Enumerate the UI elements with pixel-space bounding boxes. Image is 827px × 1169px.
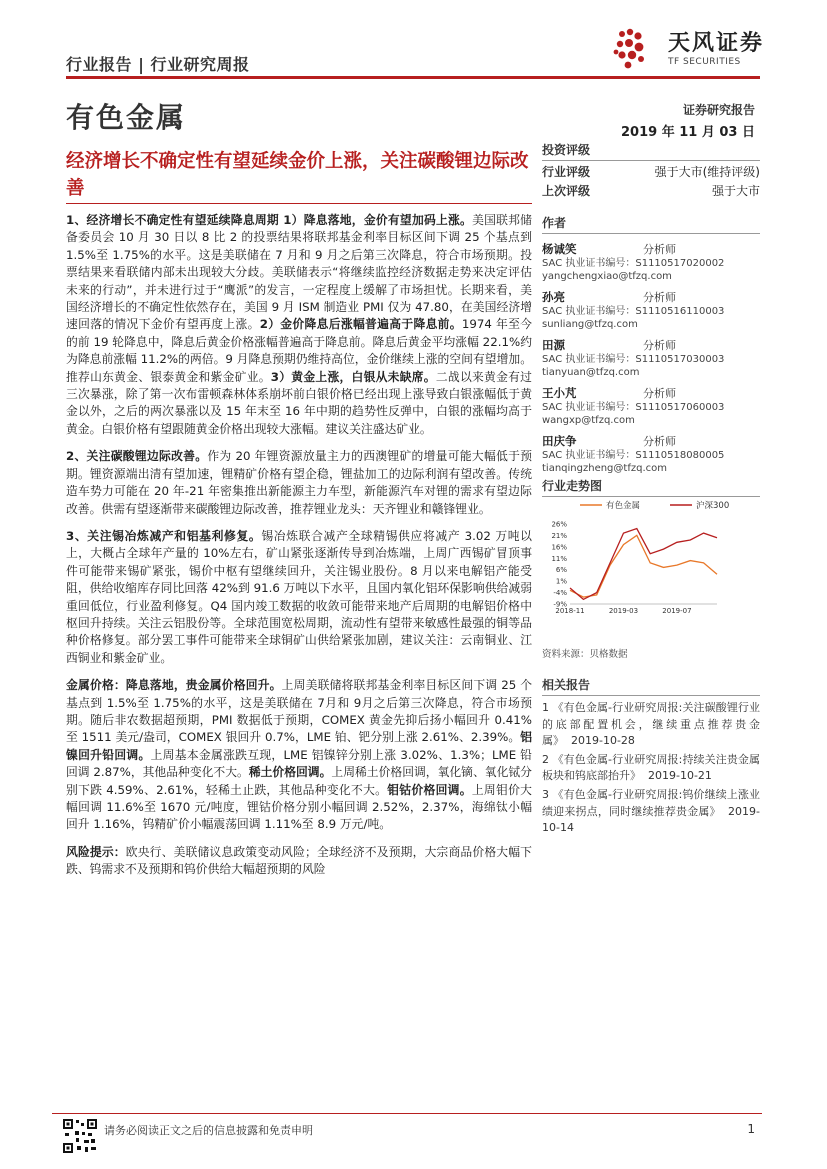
p1-heading: 1、经济增长不确定性有望延续降息周期 1）降息落地，金价有望加码上涨。 bbox=[66, 213, 473, 227]
p1-subheading-2: 2）金价降息后涨幅普遍高于降息前。 bbox=[259, 317, 462, 332]
related-block bbox=[542, 676, 760, 839]
trend-chart bbox=[542, 496, 760, 614]
y-tick-label: 6% bbox=[555, 566, 567, 575]
x-tick-label: 2019-03 bbox=[608, 607, 639, 614]
related-item[interactable] bbox=[542, 787, 760, 837]
paragraph-3 bbox=[66, 528, 532, 667]
authors-heading: 作者 bbox=[542, 214, 760, 234]
p3-heading: 3、关注锡冶炼减产和铝基利修复。 bbox=[66, 528, 262, 543]
rating-block bbox=[542, 141, 760, 201]
rating-heading: 投资评级 bbox=[542, 141, 760, 161]
p4-heading-4: 钼钴价格回调。 bbox=[387, 782, 472, 797]
report-body bbox=[66, 212, 532, 889]
risk-heading: 风险提示： bbox=[66, 844, 126, 859]
author-cert: SAC 执业证书编号：S1110517030003 bbox=[542, 354, 725, 365]
author-cert: SAC 执业证书编号：S1110517020002 bbox=[542, 258, 725, 269]
footer-disclaimer: 请务必阅读正文之后的信息披露和免责申明 bbox=[104, 1124, 313, 1137]
author-item bbox=[542, 334, 760, 379]
author-role: 分析师 bbox=[643, 435, 676, 448]
related-date: 2019-10-14 bbox=[542, 804, 761, 835]
paragraph-2 bbox=[66, 448, 532, 518]
rating-row bbox=[542, 182, 760, 201]
chart-source: 资料来源：贝格数据 bbox=[542, 649, 628, 660]
legend-label: 沪深300 bbox=[696, 501, 730, 511]
author-email[interactable]: tianqingzheng@tfzq.com bbox=[542, 463, 667, 474]
rating-key: 行业评级 bbox=[542, 165, 591, 179]
report-date: 2019 年 11 月 03 日 bbox=[621, 125, 755, 140]
rating-value: 强于大市(维持评级) bbox=[654, 165, 760, 179]
paragraph-4 bbox=[66, 677, 532, 834]
page-number: 1 bbox=[747, 1122, 755, 1136]
author-email[interactable]: sunliang@tfzq.com bbox=[542, 319, 638, 330]
header-divider bbox=[66, 76, 760, 79]
trend-block bbox=[542, 477, 760, 497]
related-list bbox=[542, 700, 760, 837]
p1-text-c: 1974 年至今的前 19 轮降息中，降息后黄金价格涨幅普遍高于降息前。降息后黄金平均涨幅 22.1%约为降息前涨幅 11.2%的两倍。9 月降息预期仍维持高位，金价继续上涨的空间有望增加。推荐山东黄金、银泰黄金和紫金矿业。 bbox=[66, 317, 532, 384]
y-tick-label: -9% bbox=[553, 600, 567, 609]
authors-block bbox=[542, 214, 760, 475]
y-tick-label: 1% bbox=[555, 577, 567, 586]
series-line-csi300 bbox=[570, 529, 717, 600]
author-email[interactable]: tianyuan@tfzq.com bbox=[542, 367, 640, 378]
legend-label: 有色金属 bbox=[606, 501, 641, 511]
paragraph-1 bbox=[66, 212, 532, 438]
p4-text-b: 上周基本金属涨跌互现，LME 铝镍锌分别上涨 3.02%、1.3%；LME 铅回调 2.87%，其他品种变化不大。 bbox=[66, 747, 532, 780]
p4-text-d: 上周钼价大幅回调 11.6%至 1670 元/吨度，锂钴价格分别小幅回调 2.52%，2.37%，海绵钛小幅回升 1.16%，钨精矿价小幅震荡回调 1.11%至 8.9 万元/吨。 bbox=[66, 782, 532, 832]
x-tick-label: 2018-11 bbox=[555, 607, 585, 614]
author-email[interactable]: yangchengxiao@tfzq.com bbox=[542, 271, 672, 282]
author-cert: SAC 执业证书编号：S1110516110003 bbox=[542, 306, 725, 317]
y-tick-label: 16% bbox=[551, 543, 567, 552]
p4-text-c: 上周稀土价格回调，氧化镝、氧化铽分别下跌 4.59%、2.61%，轻稀土止跌，其他品种变化不大。 bbox=[66, 765, 532, 797]
p4-text-a: 上周美联储将联邦基金利率目标区间下调 25 个基点到 1.5%至 1.75%的水平，这是美联储在 7月和 9月之后第三次降息，符合市场预期。随后非农数据超预期，PMI 数据低于预期，COMEX 黄金先抑后扬小幅回升 0.41%至 1511 美元/盎司，COMEX 银回升 0.7%，LME 铂、钯分别上涨 2.61%、2.39%。 bbox=[66, 678, 532, 745]
y-tick-label: 26% bbox=[551, 520, 567, 529]
author-cert: SAC 执业证书编号：S1110518080005 bbox=[542, 450, 725, 461]
risk-text: 欧央行、美联储议息政策变动风险；全球经济不及预期，大宗商品价格大幅下跌、钨需求不及预期和钨价供给大幅超预期的风险 bbox=[66, 844, 532, 877]
author-role: 分析师 bbox=[643, 339, 676, 352]
p1-text-e: 二战以来黄金有过三次暴涨，除了第一次布雷顿森林体系崩坏前白银价格已经出现上涨导致白银涨幅低于黄金以外，之后的两次暴涨以及 15 年末至 16 年中期的趋势性反弹中，白银的涨幅均高于黄金。白银价格有望跟随黄金价格出现较大涨幅。建议关注盛达矿业。 bbox=[66, 369, 532, 436]
series-line-nonferrous bbox=[570, 535, 717, 597]
p1-text-a: 美国联邦储备委员会 10 月 30 日以 8 比 2 的投票结果将联邦基金利率目标区间下调 25 个基点到 1.5%至 1.75%的水平。这是美联储在 7 月和 9 月之后第三次降息，符合市场预期。投票结果来看联储内部未出现较大分歧。美联储表示“将继续监控经济数据走势来决定评估未来的行动”，并未进行过于“鹰派”的发言，一定程度上缓解了市场担忧。长期来看，美国经济增长的不确定性依然存在，美国 9 月 ISM 制造业 PMI 仅为 47.80，在美国经济增速回落的情况下金价有望再度上涨。 bbox=[66, 213, 532, 332]
related-heading: 相关报告 bbox=[542, 676, 760, 696]
related-title: 1 《有色金属-行业研究周报:关注碳酸锂行业的底部配置机会，继续重点推荐贵金属》 bbox=[542, 701, 760, 748]
p3-text: 锡冶炼联合减产全球精锡供应将减产 3.02 万吨以上，大概占全球年产量的 10%左右，矿山紧张逐渐传导到冶炼端，上周广西锡矿冒顶事件可能带来锡矿紧张，锡价中枢有望继续回升，关注锡业股份。8 月以来电解铝产能受阻，供给收缩库存同比回落 42%到 91.6 万吨以下水平，且国内氧化铝环保影响供给减弱重回低位，行业盈利修复。Q4 国内竣工数据的收敛可能带来地产后周期的电解铝价格中枢回升持续。关注云铝股份等。全球范围宽松周期，流动性有望带来敏感性最强的铜等品种价格修复。部分罢工事件可能带来全球铜矿山供给紧张加剧，建议关注：云南铜业、江西铜业和紫金矿业。 bbox=[66, 528, 532, 665]
author-role: 分析师 bbox=[643, 291, 676, 304]
author-item bbox=[542, 286, 760, 331]
report-kind: 证券研究报告 bbox=[682, 103, 755, 117]
author-item bbox=[542, 238, 760, 283]
qr-code-icon bbox=[62, 1118, 98, 1154]
title-divider bbox=[66, 203, 532, 204]
logo-en: TF SECURITIES bbox=[668, 57, 741, 67]
trend-heading: 行业走势图 bbox=[542, 477, 760, 497]
author-name: 杨诚笑 bbox=[542, 242, 577, 256]
rating-key: 上次评级 bbox=[542, 184, 591, 198]
x-tick-label: 2019-07 bbox=[662, 607, 692, 614]
author-name: 田源 bbox=[542, 338, 565, 352]
related-item[interactable] bbox=[542, 752, 760, 785]
related-item[interactable] bbox=[542, 700, 760, 750]
related-date: 2019-10-21 bbox=[648, 769, 712, 783]
sector-title: 有色金属 bbox=[66, 101, 187, 134]
logo-cn: 天风证券 bbox=[668, 31, 765, 56]
author-role: 分析师 bbox=[643, 243, 676, 256]
author-item bbox=[542, 382, 760, 427]
y-tick-label: -4% bbox=[553, 589, 567, 598]
report-type: 行业报告 | 行业研究周报 bbox=[66, 55, 250, 74]
p4-heading-3: 稀土价格回调。 bbox=[248, 765, 332, 780]
related-title: 2 《有色金属-行业研究周报:持续关注贵金属板块和钨底部抬升》 bbox=[542, 752, 760, 783]
related-date: 2019-10-28 bbox=[571, 734, 635, 748]
p4-heading-1: 金属价格：降息落地，贵金属价格回升。 bbox=[66, 678, 282, 693]
author-name: 孙亮 bbox=[542, 290, 565, 304]
footer-divider bbox=[52, 1113, 762, 1114]
author-cert: SAC 执业证书编号：S1110517060003 bbox=[542, 402, 725, 413]
p2-heading: 2、关注碳酸锂边际改善。 bbox=[66, 449, 208, 464]
paragraph-risk bbox=[66, 844, 532, 879]
rating-value: 强于大市 bbox=[711, 184, 760, 198]
author-email[interactable]: wangxp@tfzq.com bbox=[542, 415, 635, 426]
p4-heading-2: 铝镍回升铅回调。 bbox=[66, 730, 532, 762]
p2-text: 作为 20 年锂资源放量主力的西澳锂矿的增量可能大幅低于预期。锂资源端出清有望加速，锂精矿价格有望企稳，锂盐加工的边际利润有望改善。传统造车势力可能在 20 年-21 年密集推出新能源主力车型，新能源汽车对锂的需求有望边际改善。供需有望逐渐带来碳酸锂边际改善，推荐锂业龙头：天齐锂业和赣锋锂业。 bbox=[66, 449, 533, 516]
rating-row bbox=[542, 163, 760, 182]
report-title: 经济增长不确定性有望延续金价上涨，关注碳酸锂边际改善 bbox=[66, 151, 529, 199]
author-name: 田庆争 bbox=[542, 434, 577, 448]
author-role: 分析师 bbox=[643, 387, 676, 400]
p1-subheading-3: 3）黄金上涨，白银从未缺席。 bbox=[270, 369, 436, 384]
author-item bbox=[542, 430, 760, 475]
author-name: 王小芃 bbox=[542, 386, 577, 400]
related-title: 3 《有色金属-行业研究周报:钨价继续上涨业绩迎来拐点，同时继续推荐贵金属》 bbox=[542, 787, 760, 818]
y-tick-label: 11% bbox=[551, 554, 567, 563]
y-tick-label: 21% bbox=[551, 531, 567, 540]
